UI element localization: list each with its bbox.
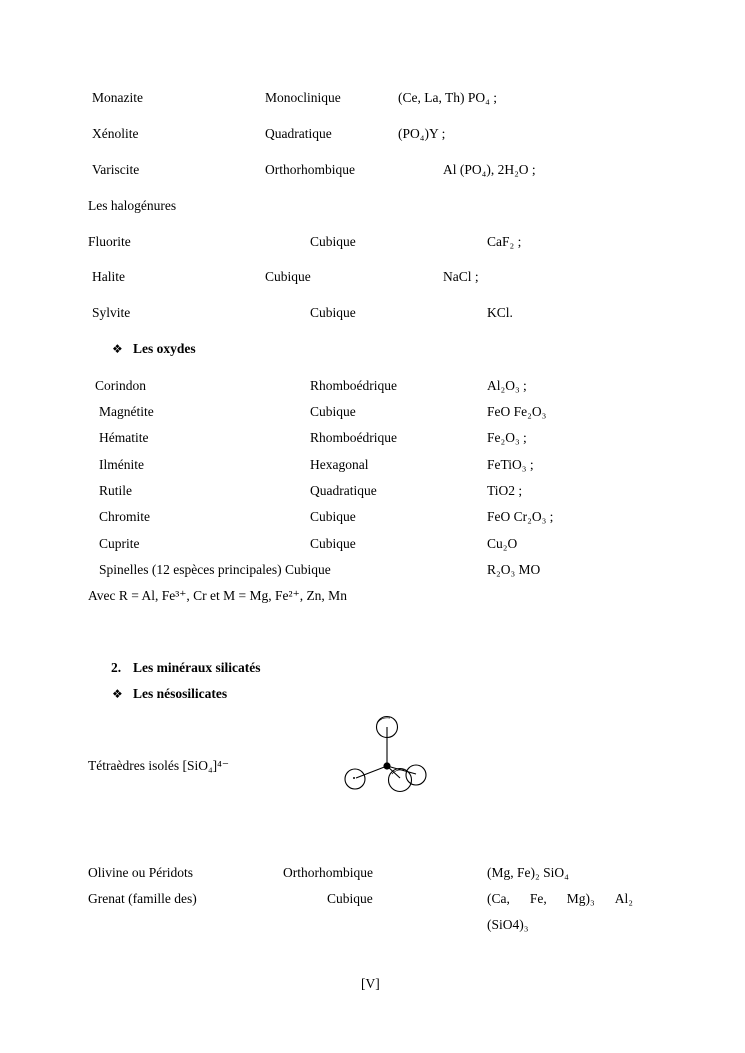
mineral-name: Hématite (99, 430, 149, 445)
mineral-name: Corindon (95, 378, 147, 393)
mineral-name: Sylvite (92, 305, 131, 320)
chemical-formula: Al (PO₄), 2H₂O ; (443, 162, 536, 177)
page-number: [V] (361, 976, 380, 991)
chemical-formula (487, 891, 633, 907)
mineral-name: Monazite (92, 90, 143, 105)
mineral-name: Spinelles (12 espèces principales) Cubique (99, 562, 331, 577)
chemical-formula: Al₂O₃ ; (487, 378, 527, 393)
crystal-system: Cubique (310, 404, 356, 419)
diamond-bullet-icon: ❖ (112, 342, 123, 356)
crystal-system: Orthorhombique (283, 865, 373, 880)
chemical-formula: CaF₂ ; (487, 234, 522, 249)
tetrahedron-figure (334, 712, 434, 800)
nesosilicates-heading: Les nésosilicates (133, 686, 228, 701)
halogenures-heading: Les halogénures (88, 198, 177, 213)
chemical-formula: KCl. (487, 305, 513, 320)
chemical-formula: FeTiO₃ ; (487, 457, 534, 472)
section-title: Les minéraux silicatés (133, 660, 261, 675)
chemical-formula: (Ce, La, Th) PO₄ ; (398, 90, 497, 105)
chemical-formula: R₂O₃ MO (487, 562, 541, 577)
tetrahedra-label: Tétraèdres isolés [SiO₄]⁴⁻ (88, 758, 229, 773)
crystal-system: Quadratique (265, 126, 332, 141)
chemical-formula: (Mg, Fe)₂ SiO₄ (487, 865, 569, 880)
crystal-system: Quadratique (310, 483, 377, 498)
crystal-system: Cubique (327, 891, 373, 906)
chemical-formula: FeO Cr₂O₃ ; (487, 509, 554, 524)
chemical-formula: Fe₂O₃ ; (487, 430, 527, 445)
crystal-system: Orthorhombique (265, 162, 355, 177)
chemical-formula-continued: (SiO4)₃ (487, 917, 529, 932)
mineral-name: Olivine ou Péridots (88, 865, 193, 880)
formula-word: Mg)₃ (566, 891, 595, 906)
section-number: 2. (111, 660, 122, 675)
chemical-formula: NaCl ; (443, 269, 479, 284)
mineral-name: Rutile (99, 483, 132, 498)
mineral-name: Magnétite (99, 404, 154, 419)
crystal-system: Monoclinique (265, 90, 341, 105)
crystal-system: Rhomboédrique (310, 430, 397, 445)
chemical-formula: TiO2 ; (487, 483, 523, 498)
mineral-name: Fluorite (88, 234, 131, 249)
formula-word: Fe, (529, 891, 547, 906)
crystal-system: Cubique (310, 509, 356, 524)
diamond-bullet-icon: ❖ (112, 687, 123, 701)
crystal-system: Cubique (310, 305, 356, 320)
crystal-system: Cubique (265, 269, 311, 284)
mineral-name: Grenat (famille des) (88, 891, 197, 906)
crystal-system: Rhomboédrique (310, 378, 397, 393)
mineral-name: Xénolite (92, 126, 139, 141)
crystal-system: Cubique (310, 536, 356, 551)
mineral-name: Halite (92, 269, 125, 284)
avec-note: Avec R = Al, Fe³⁺, Cr et M = Mg, Fe²⁺, Zn, Mn (88, 588, 347, 603)
crystal-system: Cubique (310, 234, 356, 249)
formula-word: (Ca, (487, 891, 510, 906)
mineral-name: Chromite (99, 509, 150, 524)
crystal-system: Hexagonal (310, 457, 369, 472)
chemical-formula: Cu₂O (487, 536, 518, 551)
chemical-formula: (PO₄)Y ; (398, 126, 446, 141)
chemical-formula: FeO Fe₂O₃ (487, 404, 547, 419)
mineral-name: Ilménite (99, 457, 144, 472)
formula-word: Al₂ (614, 891, 633, 906)
oxydes-heading: Les oxydes (133, 341, 196, 356)
mineral-name: Cuprite (99, 536, 140, 551)
mineral-name: Variscite (92, 162, 140, 177)
